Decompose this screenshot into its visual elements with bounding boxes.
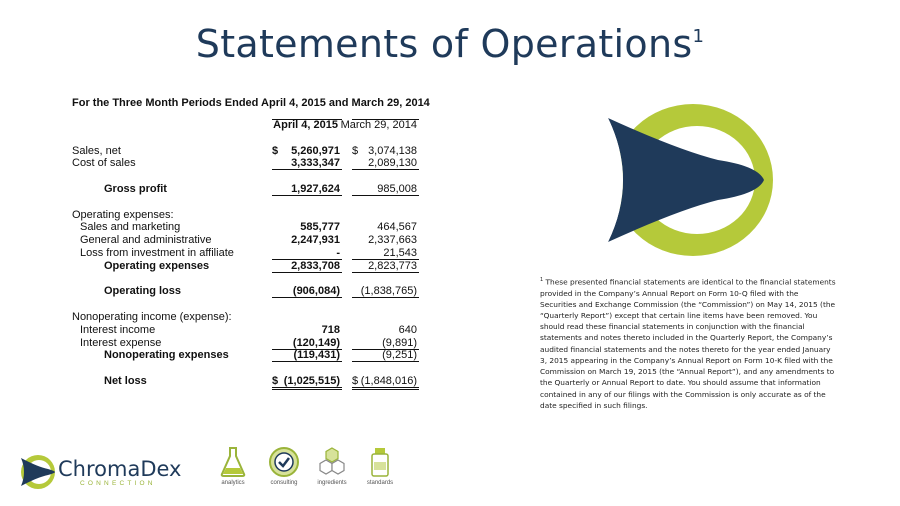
table-row: Nonoperating income (expense): (72, 310, 232, 323)
column-headers (72, 119, 432, 132)
table-row: Operating loss (906,084) (1,838,765) (104, 285, 417, 298)
currency-symbol: $ (352, 144, 359, 157)
table-row: Nonoperating expenses (119,431) (9,251) (104, 349, 417, 362)
service-consulting: consulting (262, 446, 306, 486)
footnote: $^1$ These presented financial statements are identical to the financial statements provided in the Company’s Annual Report on Form 10-Q filed with the Securities and Exchange Commission (the “Commission”) on May 14, 2015 (the “Quarterly Report”) except that certain line items have been removed. You should read these financial statements in conjunction with the financial statements and notes thereto included in the Quarterly Report, the Company’s audited financial statements and the notes thereto for the year ended January 3, 2015 appearing in the Company’s Annual Report on Form 10-K filed with the Commission on March 19, 2015 (the “Annual Report”), and any amendments to the Quarterly or Annual Report to date. You should assume that information contained in any of our filings with the Commission is only accurate as of the date specified in such filings. (540, 277, 836, 410)
checkmark-icon (268, 446, 300, 478)
statement-subtitle: For the Three Month Periods Ended April 4, 2015 and March 29, 2014 (72, 97, 430, 109)
table-row: Interest expense (120,149) (9,891) (80, 336, 417, 349)
service-ingredients: ingredients (310, 446, 354, 486)
currency-symbol: $ (272, 374, 279, 387)
financial-table (72, 119, 432, 388)
table-row: Gross profit 1,927,624 985,008 (104, 182, 417, 195)
brand-tagline: CONNECTION (80, 480, 156, 487)
bottle-icon (367, 446, 393, 478)
table-row: Operating expenses 2,833,708 2,823,773 (104, 259, 417, 272)
table-row: Net loss $ (1,025,515) $ (1,848,016) (72, 375, 432, 388)
chromadex-logo-icon (598, 100, 788, 260)
table-row: Sales and marketing 585,777 464,567 (80, 221, 417, 234)
chromadex-logo-icon (18, 451, 58, 493)
table-row: Cost of sales 3,333,347 2,089,130 (72, 157, 417, 170)
currency-symbol: $ (352, 374, 359, 387)
page-title: Statements of Operations$^1$ (195, 22, 705, 66)
service-analytics: analytics (211, 446, 255, 486)
flask-icon (218, 446, 248, 478)
column-header-2015: April 4, 2015 (273, 119, 338, 131)
brand-name: ChromaDex (58, 457, 182, 481)
currency-symbol: $ (272, 144, 279, 157)
table-row: General and administrative 2,247,931 2,337,663 (80, 234, 417, 247)
hexagon-molecule-icon (316, 446, 348, 478)
table-row: Sales, net $ 5,260,971 $ 3,074,138 (72, 144, 417, 157)
table-row: Loss from investment in affiliate - 21,543 (80, 246, 417, 259)
table-row: Interest income 718 640 (80, 323, 417, 336)
column-header-2014: March 29, 2014 (340, 119, 417, 131)
service-standards: standards (358, 446, 402, 486)
table-row: Operating expenses: (72, 208, 174, 221)
